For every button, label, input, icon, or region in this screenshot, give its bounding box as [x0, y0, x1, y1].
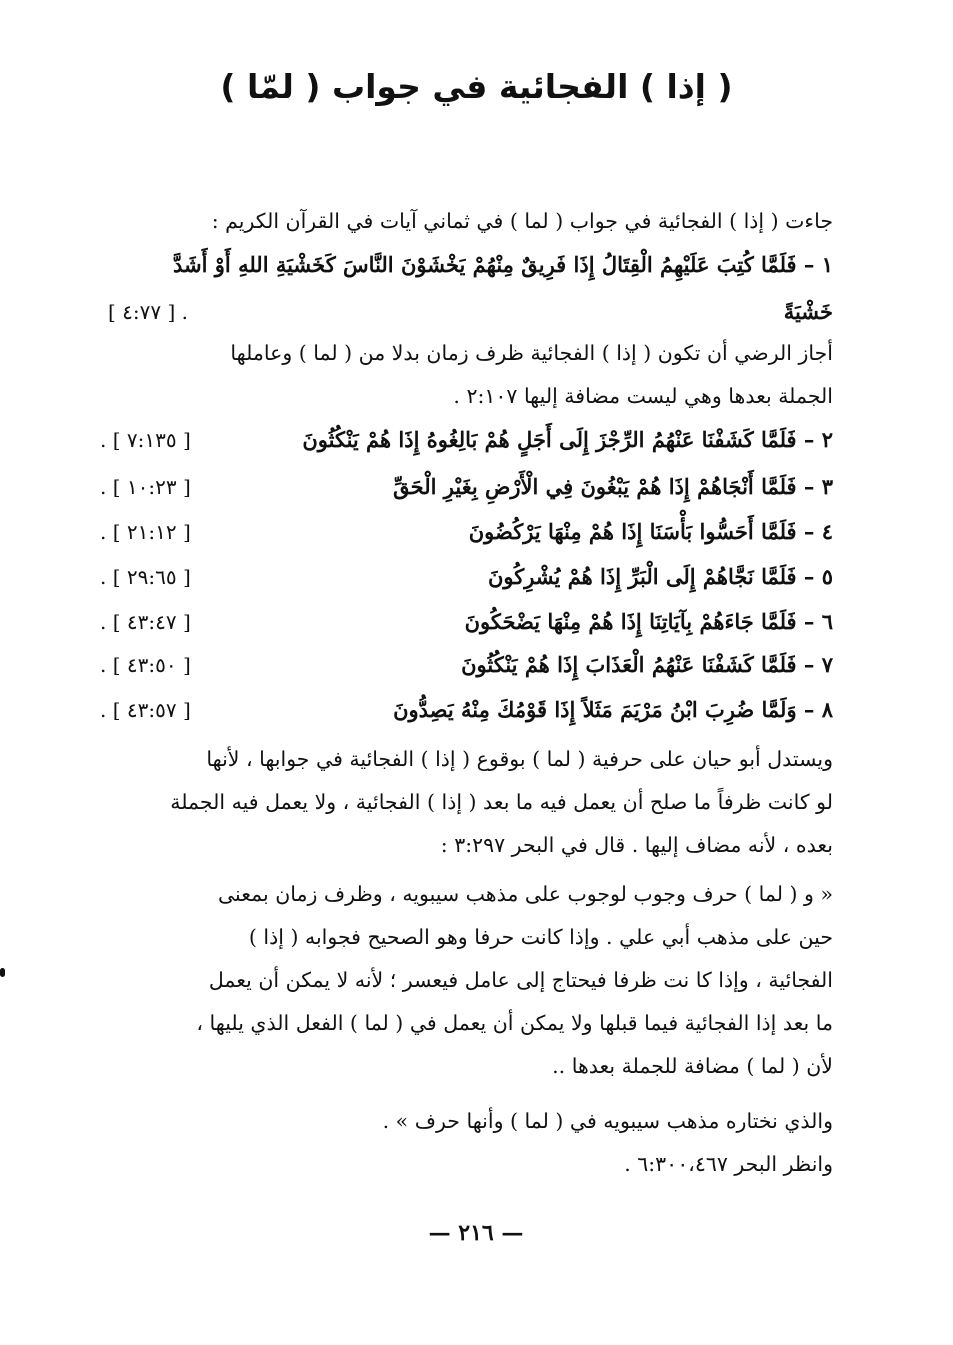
quote-line-2: حين على مذهب أبي علي . وإذا كانت حرفا وهو الصحيح فجوابه ( إذا )	[248, 925, 833, 949]
verse-6	[100, 600, 833, 644]
quote-line-3: الفجائية ، وإذا كا نت ظرفا فيحتاج إلى عامل فيعسر ؛ لأنه لا يمكن أن يعمل	[208, 968, 833, 992]
verse-5-text: ٥ – فَلَمَّا نَجَّاهُمْ إِلَى الْبَرِّ إِذَا هُمْ يُشْرِكُونَ	[487, 564, 833, 589]
verse-7-text: ٧ – فَلَمَّا كَشَفْنَا عَنْهُمُ الْعَذَابَ إِذَا هُمْ يَنْكُثُونَ	[461, 652, 833, 677]
closing-line-2: وانظر البحر ٦:٣٠٠،٤٦٧ .	[624, 1152, 833, 1176]
verse-5-reference: [ ٢٩:٦٥ ] .	[100, 565, 191, 589]
verse-2	[100, 418, 833, 462]
abu-hayyan-line-1: ويستدل أبو حيان على حرفية ( لما ) بوقوع ( إذا ) الفجائية في جوابها ، لأنها	[206, 747, 833, 771]
page-number: — ٢١٦ —	[428, 1220, 524, 1246]
intro-line: جاءت ( إذا ) الفجائية في جواب ( لما ) في ثماني آيات في القرآن الكريم :	[211, 209, 833, 233]
verse-2-reference: [ ٧:١٣٥ ] .	[100, 428, 191, 452]
closing-paragraph	[108, 1100, 833, 1186]
verse-8-reference: [ ٤٣:٥٧ ] .	[100, 698, 191, 722]
verse-3-reference: [ ١٠:٢٣ ] .	[100, 475, 191, 499]
verse-1-line-2: خَشْيَةً	[783, 299, 833, 324]
verse-4-text: ٤ – فَلَمَّا أَحَسُّوا بَأْسَنَا إِذَا هُمْ مِنْهَا يَرْكُضُونَ	[468, 519, 833, 544]
verse-1-reference: . [ ٤:٧٧ ]	[108, 300, 189, 324]
verse-7-reference: [ ٤٣:٥٠ ] .	[100, 653, 191, 677]
verse-5	[100, 555, 833, 599]
verse-6-text: ٦ – فَلَمَّا جَاءَهُمْ بِآيَاتِنَا إِذَا هُمْ مِنْهَا يَضْحَكُونَ	[464, 609, 833, 634]
verse-3-text: ٣ – فَلَمَّا أَنْجَاهُمْ إِذَا هُمْ يَبْغُونَ فِي الْأَرْضِ بِغَيْرِ الْحَقِّ	[393, 474, 833, 499]
quote-paragraph	[108, 873, 833, 1088]
abu-hayyan-line-2: لو كانت ظرفاً ما صلح أن يعمل فيه ما بعد ( إذا ) الفجائية ، ولا يعمل فيه الجملة	[170, 790, 833, 814]
verse-4	[100, 510, 833, 554]
verse-6-reference: [ ٤٣:٤٧ ] .	[100, 610, 191, 634]
verse-4-reference: [ ٢١:١٢ ] .	[100, 520, 191, 544]
quote-line-1: « و ( لما ) حرف وجوب لوجوب على مذهب سيبويه ، وظرف زمان بمعنى	[217, 882, 833, 906]
abu-hayyan-paragraph	[108, 738, 833, 867]
verse-1-line-1: ١ – فَلَمَّا كُتِبَ عَلَيْهِمُ الْقِتَالُ إِذَا فَرِيقٌ مِنْهُمْ يَخْشَوْنَ النَّاسَ كَخَشْيَةِ اللهِ أَوْ أَشَدَّ	[173, 252, 833, 277]
quote-line-4: ما بعد إذا الفجائية فيما قبلها ولا يمكن أن يعمل في ( لما ) الفعل الذي يليها ،	[196, 1011, 833, 1035]
radi-line-2: الجملة بعدها وهي ليست مضافة إليها ٢:١٠٧ .	[453, 384, 833, 408]
page-title: ( إذا ) الفجائية في جواب ( لمّا )	[220, 67, 733, 106]
scan-mark	[0, 968, 5, 977]
abu-hayyan-line-3: بعده ، لأنه مضاف إليها . قال في البحر ٣:٢٩٧ :	[440, 833, 833, 857]
verse-1-continuation	[100, 290, 833, 334]
verse-1	[108, 243, 833, 286]
verse-8-text: ٨ – وَلَمَّا ضُرِبَ ابْنُ مَرْيَمَ مَثَلاً إِذَا قَوْمُكَ مِنْهُ يَصِدُّونَ	[393, 697, 833, 722]
verse-3	[100, 465, 833, 509]
verse-8	[100, 688, 833, 732]
verse-7	[100, 643, 833, 687]
closing-line-1: والذي نختاره مذهب سيبويه في ( لما ) وأنها حرف » .	[382, 1109, 833, 1133]
radi-paragraph	[108, 332, 833, 418]
verse-2-text: ٢ – فَلَمَّا كَشَفْنَا عَنْهُمُ الرِّجْزَ إِلَى أَجَلٍ هُمْ بَالِغُوهُ إِذَا هُمْ يَنْكُثُونَ	[302, 427, 833, 452]
radi-line-1: أجاز الرضي أن تكون ( إذا ) الفجائية ظرف زمان بدلا من ( لما ) وعاملها	[230, 341, 833, 365]
quote-line-5: لأن ( لما ) مضافة للجملة بعدها ..	[552, 1054, 833, 1078]
intro-paragraph	[108, 200, 833, 243]
